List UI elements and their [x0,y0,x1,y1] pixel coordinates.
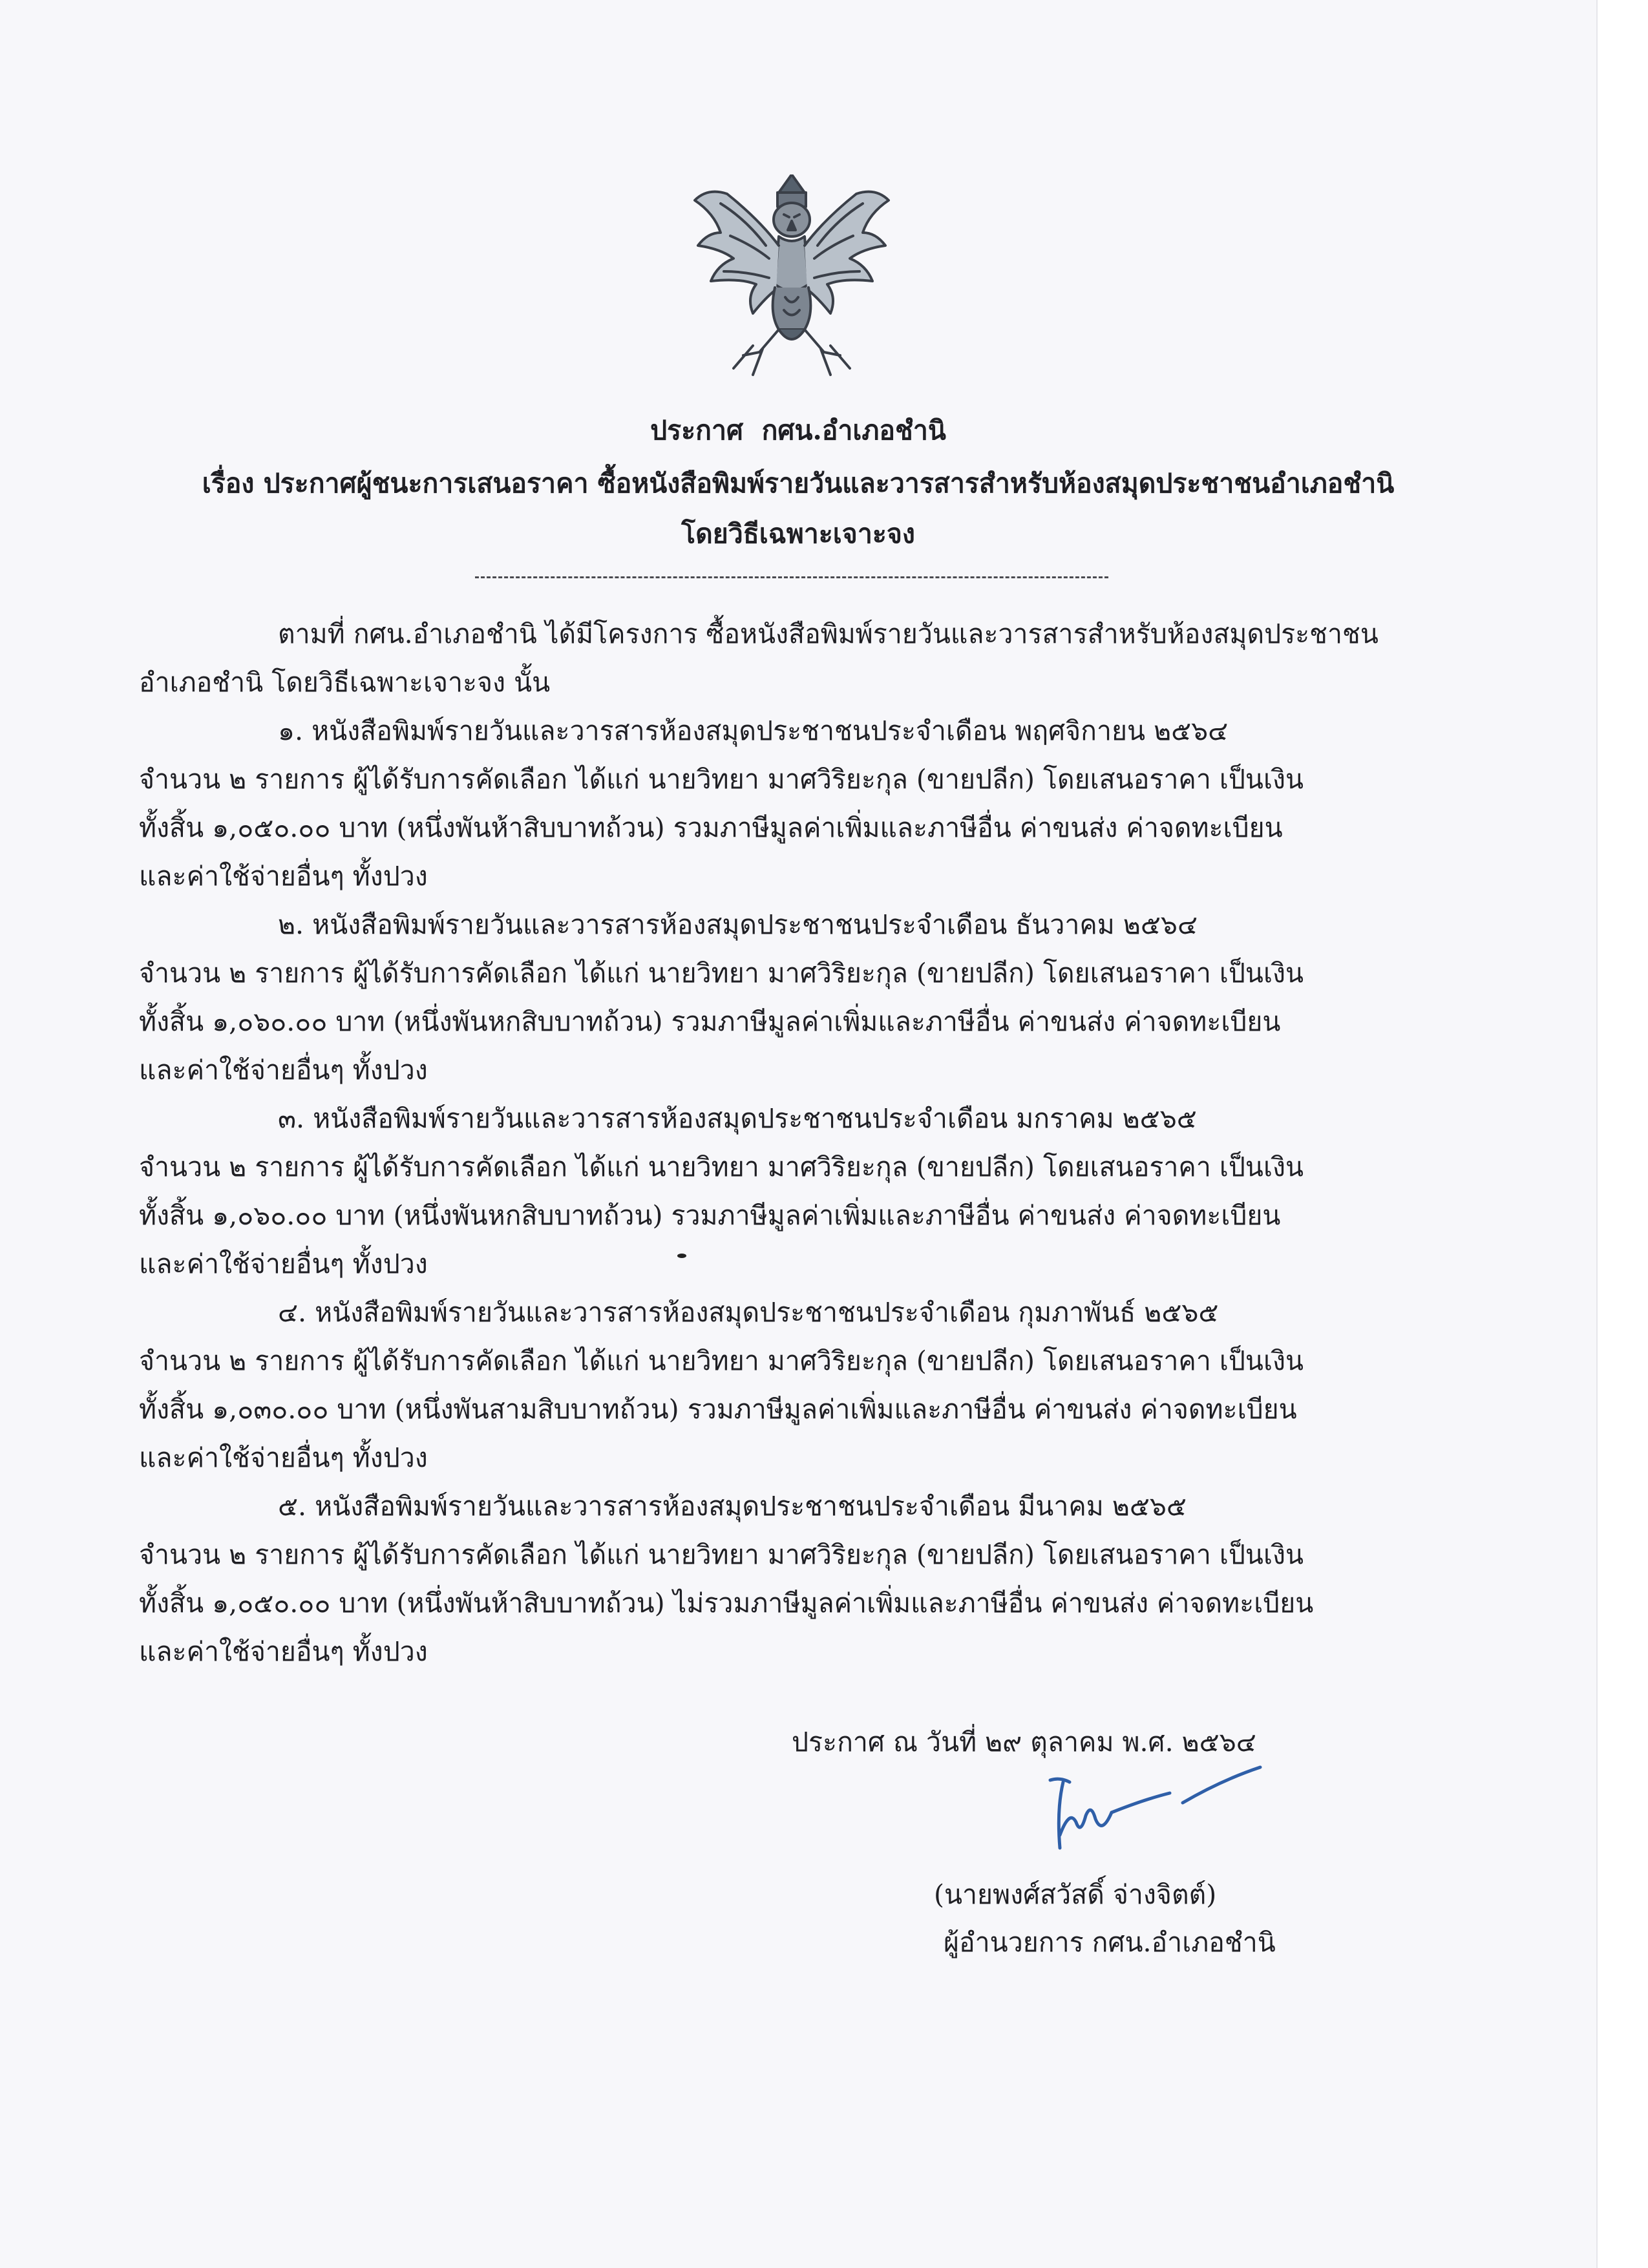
announcement-subject: เรื่อง ประกาศผู้ชนะการเสนอราคา ซื้อหนังสือพิมพ์รายวันและวารสารสำหรับห้องสมุดประชาชนอำเภอชำนิ [202,468,1395,499]
item-detail: จำนวน ๒ รายการ ผู้ได้รับการคัดเลือก ได้แก่ นายวิทยา มาศวิริยะกุล (ขายปลีก) โดยเสนอราคา เป็นเงิน [139,958,1304,989]
item-5 [139,1482,1399,1676]
signatory-name: (นายพงศ์สวัสดิ์ จ่างจิตต์) [934,1879,1217,1910]
title-divider [475,576,1108,578]
scan-speck [677,1254,686,1258]
item-closing: และค่าใช้จ่ายอื่นๆ ทั้งปวง [139,1055,428,1086]
intro-paragraph [139,610,1399,707]
announcement-method: โดยวิธีเฉพาะเจาะจง [681,518,915,549]
item-heading: ๕. หนังสือพิมพ์รายวันและวารสารห้องสมุดประชาชนประจำเดือน มีนาคม ๒๕๖๕ [278,1491,1187,1522]
item-amount: ทั้งสิ้น ๑,๐๕๐.๐๐ บาท (หนึ่งพันห้าสิบบาทถ้วน) รวมภาษีมูลค่าเพิ่มและภาษีอื่น ค่าขนส่ง ค่าจดทะเบียน [139,812,1283,843]
item-closing: และค่าใช้จ่ายอื่นๆ ทั้งปวง [139,1636,428,1667]
item-4 [139,1288,1399,1482]
scan-margin [1596,0,1648,2268]
item-detail: จำนวน ๒ รายการ ผู้ได้รับการคัดเลือก ได้แก่ นายวิทยา มาศวิริยะกุล (ขายปลีก) โดยเสนอราคา เป็นเงิน [139,1539,1304,1570]
item-heading: ๓. หนังสือพิมพ์รายวันและวารสารห้องสมุดประชาชนประจำเดือน มกราคม ๒๕๖๕ [278,1103,1197,1134]
item-2 [139,901,1399,1095]
announcement-title: ประกาศ กศน.อำเภอชำนิ [650,415,946,446]
item-heading: ๒. หนังสือพิมพ์รายวันและวารสารห้องสมุดประชาชนประจำเดือน ธันวาคม ๒๕๖๔ [278,909,1198,940]
handwritten-signature [1034,1764,1267,1861]
item-amount: ทั้งสิ้น ๑,๐๓๐.๐๐ บาท (หนึ่งพันสามสิบบาทถ้วน) รวมภาษีมูลค่าเพิ่มและภาษีอื่น ค่าขนส่ง ค่าจดทะเบียน [139,1394,1297,1425]
item-closing: และค่าใช้จ่ายอื่นๆ ทั้งปวง [139,1248,428,1279]
item-amount: ทั้งสิ้น ๑,๐๖๐.๐๐ บาท (หนึ่งพันหกสิบบาทถ้วน) รวมภาษีมูลค่าเพิ่มและภาษีอื่น ค่าขนส่ง ค่าจดทะเบียน [139,1200,1281,1231]
signatory-title: ผู้อำนวยการ กศน.อำเภอชำนิ [944,1927,1276,1958]
item-detail: จำนวน ๒ รายการ ผู้ได้รับการคัดเลือก ได้แก่ นายวิทยา มาศวิริยะกุล (ขายปลีก) โดยเสนอราคา เป็นเงิน [139,764,1304,795]
intro-line-2: อำเภอชำนิ โดยวิธีเฉพาะเจาะจง นั้น [139,667,551,698]
item-detail: จำนวน ๒ รายการ ผู้ได้รับการคัดเลือก ได้แก่ นายวิทยา มาศวิริยะกุล (ขายปลีก) โดยเสนอราคา เป็นเงิน [139,1345,1304,1376]
item-detail: จำนวน ๒ รายการ ผู้ได้รับการคัดเลือก ได้แก่ นายวิทยา มาศวิริยะกุล (ขายปลีก) โดยเสนอราคา เป็นเงิน [139,1151,1304,1182]
item-amount: ทั้งสิ้น ๑,๐๖๐.๐๐ บาท (หนึ่งพันหกสิบบาทถ้วน) รวมภาษีมูลค่าเพิ่มและภาษีอื่น ค่าขนส่ง ค่าจดทะเบียน [139,1006,1281,1037]
garuda-emblem-icon [682,174,902,388]
item-heading: ๑. หนังสือพิมพ์รายวันและวารสารห้องสมุดประชาชนประจำเดือน พฤศจิกายน ๒๕๖๔ [278,715,1229,746]
intro-line-1: ตามที่ กศน.อำเภอชำนิ ได้มีโครงการ ซื้อหนังสือพิมพ์รายวันและวารสารสำหรับห้องสมุดประชาชน [278,618,1379,649]
item-3 [139,1095,1399,1288]
item-amount: ทั้งสิ้น ๑,๐๕๐.๐๐ บาท (หนึ่งพันห้าสิบบาทถ้วน) ไม่รวมภาษีมูลค่าเพิ่มและภาษีอื่น ค่าขนส่ง ค่าจดทะเบียน [139,1588,1314,1619]
item-heading: ๔. หนังสือพิมพ์รายวันและวารสารห้องสมุดประชาชนประจำเดือน กุมภาพันธ์ ๒๕๖๕ [278,1297,1219,1328]
item-1 [139,707,1399,901]
item-closing: และค่าใช้จ่ายอื่นๆ ทั้งปวง [139,861,428,892]
announcement-date: ประกาศ ณ วันที่ ๒๙ ตุลาคม พ.ศ. ๒๕๖๔ [792,1727,1256,1758]
item-closing: และค่าใช้จ่ายอื่นๆ ทั้งปวง [139,1442,428,1473]
